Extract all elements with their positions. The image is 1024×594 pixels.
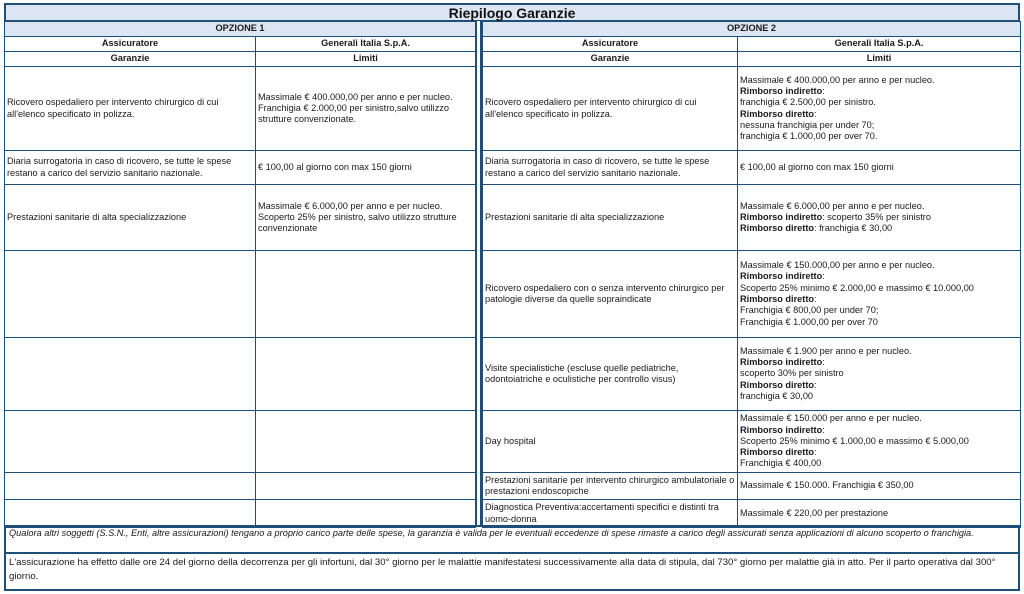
footer-effect: L'assicurazione ha effetto dalle ore 24 del giorno della decorrenza per gli infortuni, dal 30° giorno per le malattie manifestatesi successivamente alla data di stipula, dal 730° giorno per malattie già in atto. Per il parto operativa dal 300° giorno. [4,552,1020,591]
limit-text: : [814,447,817,458]
guarantee-cell: Prestazioni sanitarie per intervento chirurgico ambulatoriale o prestazioni endoscopiche [483,473,738,500]
option-1-table [4,21,476,528]
guarantee-cell: Ricovero ospedaliero per intervento chirurgico di cui all'elenco specificato in polizza. [5,67,256,151]
limit-line [740,294,1018,305]
guarantee-cell [5,500,256,528]
limit-text: : [814,108,817,119]
table-row [5,67,476,151]
limits-cell [256,67,476,151]
limit-label: Rimborso diretto [740,379,815,390]
limit-line [740,162,1018,173]
table-row [483,411,1021,473]
limit-line: Franchigia € 2.000,00 per sinistro,salvo utilizzo strutture convenzionate. [258,102,449,125]
limit-line [740,86,1018,97]
guarantee-cell [5,338,256,411]
table-row [5,500,476,528]
guarantee-cell: Ricovero ospedaliero con o senza intervento chirurgico per patologie diverse da quelle sopraindicate [483,251,738,338]
limit-line [740,131,1018,142]
option-2-table [482,21,1021,528]
limits-cell [738,473,1021,500]
table-row [483,338,1021,411]
guarantee-cell: Diaria surrogatoria in caso di ricovero, se tutte le spese restano a carico del servizio sanitario nazionale. [5,151,256,185]
limit-line [740,109,1018,120]
limit-text: Franchigia € 400,00 [740,458,822,469]
limit-line [740,413,1018,424]
limits-cell [738,411,1021,473]
col-guarantees-header: Garanzie [5,52,256,67]
limit-text: Massimale € 150.000 per anno e per nucleo. [740,413,922,424]
table-row [5,185,476,251]
limit-text: Massimale € 150.000,00 per anno e per nucleo. [740,260,935,271]
table-row [5,473,476,500]
limit-label: Rimborso diretto [740,294,815,304]
option-2-panel [482,21,1020,528]
limit-line [740,223,1018,234]
guarantee-cell: Prestazioni sanitarie di alta specializzazione [483,185,738,251]
limit-line [740,260,1018,271]
guarantee-cell [5,251,256,338]
limit-text: : franchigia € 30,00 [814,223,893,234]
limit-text: franchigia € 1.000,00 per over 70. [740,131,878,142]
guarantee-cell: Day hospital [483,411,738,473]
limit-line [740,391,1018,402]
limits-cell [738,151,1021,185]
table-row [483,251,1021,338]
guarantee-cell: Visite specialistiche (escluse quelle pediatriche, odontoiatriche e oculistiche per controllo visus) [483,338,738,411]
limit-line [740,380,1018,391]
limit-text: : [822,85,825,96]
limit-line [740,201,1018,212]
guarantee-cell: Prestazioni sanitarie di alta specializzazione [5,185,256,251]
limit-text: : [822,271,825,282]
limit-line [740,436,1018,447]
table-row [483,473,1021,500]
insurer-value: Generali Italia S.p.A. [738,37,1021,52]
limit-text: : [822,424,825,435]
guarantee-cell: Diagnostica Preventiva:accertamenti specifici e distinti tra uomo-donna [483,500,738,528]
limit-line [740,75,1018,86]
option-2-label: OPZIONE 2 [483,22,1021,37]
limit-line [740,212,1018,223]
table-row [5,338,476,411]
limit-text: nessuna franchigia per under 70; [740,119,875,130]
limit-text: Massimale € 400.000,00 per anno e per nucleo. [740,74,935,85]
table-row [5,151,476,185]
option-1-label: OPZIONE 1 [5,22,476,37]
limit-text: Scoperto 25% minimo € 2.000,00 e massimo € 10.000,00 [740,282,974,293]
insurer-label: Assicuratore [5,37,256,52]
limit-label: Rimborso diretto [740,223,815,234]
limit-text: scoperto 30% per sinistro [740,368,844,379]
col-limits-header: Limiti [738,52,1021,67]
limit-text: : [814,379,817,390]
col-limits-header: Limiti [256,52,476,67]
limit-text: franchigia € 2.500,00 per sinistro. [740,97,876,108]
limits-cell [738,251,1021,338]
limits-cell [738,185,1021,251]
limit-text: Franchigia € 1.000,00 per over 70 [740,316,878,327]
insurer-label: Assicuratore [483,37,738,52]
limit-text: € 100,00 al giorno con max 150 giorni [740,161,894,172]
limit-line [740,425,1018,436]
table-row [5,411,476,473]
limit-line [740,97,1018,108]
limit-line: Massimale € 400.000,00 per anno e per nucleo. [258,91,453,102]
page-title: Riepilogo Garanzie [4,3,1020,22]
limit-label: Rimborso indiretto [740,211,823,222]
limit-label: Rimborso diretto [740,108,815,119]
option-separator [475,21,482,527]
limits-cell [738,67,1021,151]
table-row [483,185,1021,251]
limit-label: Rimborso indiretto [740,85,823,96]
limit-line [740,283,1018,294]
limits-cell [256,473,476,500]
limit-label: Rimborso indiretto [740,424,823,435]
limits-cell [738,500,1021,528]
limit-line [740,480,1018,491]
table-row [483,151,1021,185]
limit-line [740,120,1018,131]
limit-text: franchigia € 30,00 [740,390,814,401]
limit-line [740,346,1018,357]
limit-text: : [814,294,817,304]
limits-cell [256,251,476,338]
option-1-panel [4,21,475,528]
limit-text: Franchigia € 800,00 per under 70; [740,305,879,316]
limit-line [740,357,1018,368]
limit-line [740,368,1018,379]
guarantee-cell: Ricovero ospedaliero per intervento chirurgico di cui all'elenco specificato in polizza. [483,67,738,151]
limits-cell [256,500,476,528]
guarantee-cell [5,473,256,500]
limit-line [740,447,1018,458]
limits-cell [256,338,476,411]
limit-line [740,508,1018,519]
col-guarantees-header: Garanzie [483,52,738,67]
limit-text: : scoperto 35% per sinistro [822,211,931,222]
insurer-value: Generali Italia S.p.A. [256,37,476,52]
table-row [483,67,1021,151]
limit-label: Rimborso diretto [740,447,815,458]
limit-text: Scoperto 25% minimo € 1.000,00 e massimo € 5.000,00 [740,435,969,446]
limit-line [740,271,1018,282]
guarantee-cell: Diaria surrogatoria in caso di ricovero, se tutte le spese restano a carico del servizio sanitario nazionale. [483,151,738,185]
limit-label: Rimborso indiretto [740,271,823,282]
limit-text: Massimale € 6.000,00 per anno e per nucleo. [740,200,925,211]
limits-cell [738,338,1021,411]
limit-text: Massimale € 150.000. Franchigia € 350,00 [740,480,914,491]
table-row [483,500,1021,528]
limits-cell [256,151,476,185]
limit-text: : [822,357,825,368]
limit-line: Massimale € 6.000,00 per anno e per nucleo. Scoperto 25% per sinistro, salvo utilizzo strutture convenzionate [258,200,457,234]
limit-text: Massimale € 1.900 per anno e per nucleo. [740,345,912,356]
limits-cell [256,411,476,473]
limit-text: Massimale € 220,00 per prestazione [740,507,889,518]
limit-line [740,458,1018,469]
guarantee-cell [5,411,256,473]
limit-line [740,305,1018,316]
limit-line [740,317,1018,328]
limits-cell [256,185,476,251]
footer-note: Qualora altri soggetti (S.S.N., Enti, altre assicurazioni) tengano a proprio carico parte delle spese, la garanzia è valida per le eventuali eccedenze di spese rimaste a carico degli assicurati senza applicazioni di alcuno scoperto o franchigia. [4,525,1020,554]
limit-label: Rimborso indiretto [740,357,823,368]
table-row [5,251,476,338]
limit-line: € 100,00 al giorno con max 150 giorni [258,161,412,172]
